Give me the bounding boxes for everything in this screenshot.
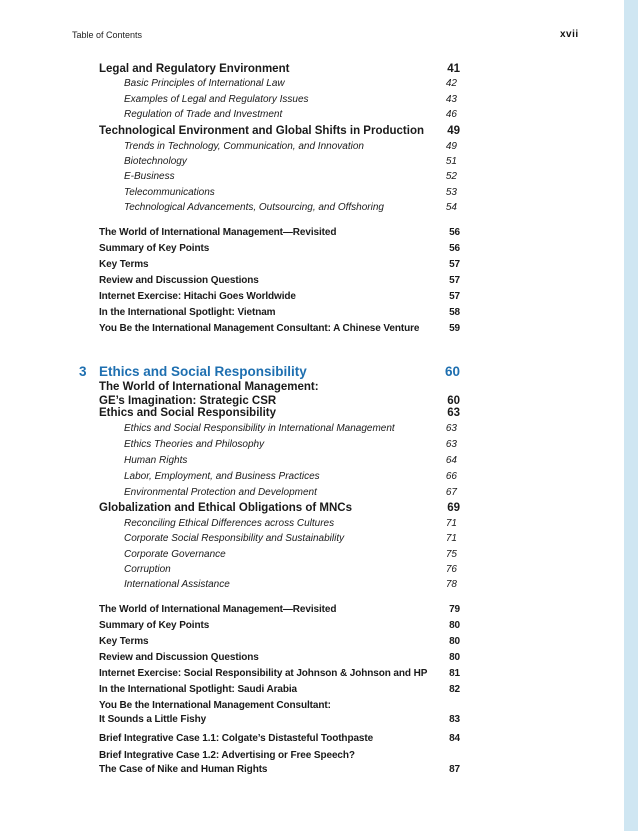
toc-entry-title: Ethics and Social Responsibility [99, 364, 307, 379]
toc-entry-title: Brief Integrative Case 1.2: Advertising or Free Speech? [99, 750, 355, 761]
toc-entry-title: Biotechnology [124, 156, 187, 167]
toc-entry[interactable] [0, 407, 638, 423]
toc-entry-page: 58 [449, 307, 460, 318]
toc-entry[interactable] [0, 423, 638, 439]
toc-entry[interactable] [0, 259, 638, 275]
chapter-number: 3 [79, 364, 87, 379]
toc-entry-title: In the International Spotlight: Saudi Arabia [99, 684, 298, 695]
toc-entry-title: Summary of Key Points [99, 243, 210, 254]
toc-entry-title: Basic Principles of International Law [124, 78, 285, 89]
toc-entry-page: 63 [445, 423, 457, 434]
toc-entry-title: E-Business [124, 171, 175, 182]
toc-entry-page: 63 [445, 439, 457, 450]
toc-entry-page: 59 [449, 323, 460, 334]
toc-entry[interactable] [0, 750, 638, 775]
toc-entry[interactable] [0, 364, 638, 380]
toc-entry-page: 66 [445, 471, 457, 482]
toc-entry[interactable] [0, 636, 638, 652]
toc-entry-title: Globalization and Ethical Obligations of MNCs [99, 502, 353, 514]
toc-entry[interactable] [0, 202, 638, 218]
toc-entry-page: 64 [445, 455, 457, 466]
toc-entry[interactable] [0, 564, 638, 580]
toc-entry-page: 60 [444, 364, 460, 379]
toc-entry-title: Review and Discussion Questions [99, 652, 259, 663]
toc-entry-title: The World of International Management: [99, 381, 319, 393]
toc-entry[interactable] [0, 455, 638, 471]
toc-entry-page: 49 [445, 141, 457, 152]
toc-entry-title: Labor, Employment, and Business Practices [124, 471, 320, 482]
toc-entry[interactable] [0, 471, 638, 487]
toc-entry[interactable] [0, 63, 638, 79]
toc-entry[interactable] [0, 668, 638, 684]
toc-entry[interactable] [0, 78, 638, 94]
toc-entry[interactable] [0, 141, 638, 157]
toc-entry-page: 78 [445, 579, 457, 590]
toc-entry-title: Examples of Legal and Regulatory Issues [124, 94, 309, 105]
toc-entry-title: Environmental Protection and Development [124, 487, 317, 498]
toc-entry-page: 60 [447, 395, 460, 407]
toc-entry-page: 54 [445, 202, 457, 213]
toc-entry-page: 75 [445, 549, 457, 560]
toc-entry[interactable] [0, 487, 638, 503]
toc-entry-title: The World of International Management—Revisited [99, 604, 337, 615]
toc-entry-title: The World of International Management—Revisited [99, 227, 337, 238]
toc-entry-title: Technological Advancements, Outsourcing, and Offshoring [124, 202, 384, 213]
toc-entry-title: Ethics and Social Responsibility in International Management [124, 423, 395, 434]
toc-entry-page: 42 [445, 78, 457, 89]
toc-entry[interactable] [0, 291, 638, 307]
toc-entry[interactable] [0, 604, 638, 620]
toc-entry[interactable] [0, 307, 638, 323]
toc-entry-title: Telecommunications [124, 187, 215, 198]
toc-entry-title: Trends in Technology, Communication, and Innovation [124, 141, 364, 152]
toc-entry[interactable] [0, 94, 638, 110]
toc-entry-title: Ethics and Social Responsibility [99, 407, 277, 419]
toc-entry-title: Key Terms [99, 259, 149, 270]
toc-entry[interactable] [0, 243, 638, 259]
toc-entry-title: Internet Exercise: Hitachi Goes Worldwide [99, 291, 296, 302]
toc-entry[interactable] [0, 187, 638, 203]
toc-entry-page: 67 [445, 487, 457, 498]
toc-entry-title: You Be the International Management Consultant: [99, 700, 331, 711]
toc-entry-page: 80 [449, 636, 460, 647]
toc-entry-page: 80 [449, 652, 460, 663]
toc-entry[interactable] [0, 156, 638, 172]
toc-entry-page: 46 [445, 109, 457, 120]
toc-entry[interactable] [0, 733, 638, 749]
toc-entry-title-line2: GE’s Imagination: Strategic CSR [99, 395, 277, 407]
toc-entry-page: 69 [447, 502, 460, 514]
toc-entry-page: 52 [445, 171, 457, 182]
toc-entry-title: Regulation of Trade and Investment [124, 109, 283, 120]
toc-entry[interactable] [0, 502, 638, 518]
toc-entry[interactable] [0, 652, 638, 668]
toc-entry-title: Key Terms [99, 636, 149, 647]
toc-entry-page: 87 [449, 764, 460, 775]
toc-entry-page: 79 [449, 604, 460, 615]
toc-entry-page: 83 [449, 714, 460, 725]
toc-entry-title: Brief Integrative Case 1.1: Colgate’s Distasteful Toothpaste [99, 733, 374, 744]
toc-entry[interactable] [0, 227, 638, 243]
toc-entry-page: 63 [447, 407, 460, 419]
toc-entry-title: Technological Environment and Global Shifts in Production [99, 125, 424, 137]
toc-entry-page: 43 [445, 94, 457, 105]
toc-entry-page: 57 [449, 259, 460, 270]
toc-entry-page: 84 [449, 733, 460, 744]
toc-entry-title: Corporate Governance [124, 549, 226, 560]
toc-entry-page: 51 [445, 156, 457, 167]
toc-entry-page: 41 [447, 63, 460, 75]
toc-entry-page: 57 [449, 275, 460, 286]
toc-entry-title: In the International Spotlight: Vietnam [99, 307, 276, 318]
toc-entry-title: Reconciling Ethical Differences across Cultures [124, 518, 335, 529]
toc-entry[interactable] [0, 323, 638, 339]
toc-entry-page: 71 [445, 518, 457, 529]
toc-entry-page: 82 [449, 684, 460, 695]
toc-entry-title: Internet Exercise: Social Responsibility at Johnson & Johnson and HP [99, 668, 428, 679]
toc-entry-page: 56 [449, 227, 460, 238]
toc-entry-title: Corruption [124, 564, 171, 575]
toc-entry-title-line2: The Case of Nike and Human Rights [99, 764, 268, 775]
toc-entry[interactable] [0, 171, 638, 187]
toc-entry[interactable] [0, 533, 638, 549]
toc-entry[interactable] [0, 125, 638, 141]
toc-entry-page: 56 [449, 243, 460, 254]
toc-entry-page: 57 [449, 291, 460, 302]
toc-entry-page: 49 [447, 125, 460, 137]
toc-entry-page: 71 [445, 533, 457, 544]
toc-entry[interactable] [0, 275, 638, 291]
toc-entry-page: 76 [445, 564, 457, 575]
toc-entry-title: Summary of Key Points [99, 620, 210, 631]
toc-entry-title: You Be the International Management Consultant: A Chinese Venture [99, 323, 420, 334]
toc-entry[interactable] [0, 684, 638, 700]
page-number-roman: xvii [560, 29, 579, 40]
toc-entry-page: 81 [449, 668, 460, 679]
toc-entry-title: Review and Discussion Questions [99, 275, 259, 286]
toc-entry[interactable] [0, 700, 638, 725]
toc-entry[interactable] [0, 549, 638, 565]
toc-entry-title-line2: It Sounds a Little Fishy [99, 714, 207, 725]
toc-entry-page: 80 [449, 620, 460, 631]
toc-entry-title: Human Rights [124, 455, 188, 466]
toc-entry[interactable] [0, 381, 638, 407]
toc-entry[interactable] [0, 518, 638, 534]
toc-entry[interactable] [0, 439, 638, 455]
toc-entry-title: Corporate Social Responsibility and Sustainability [124, 533, 345, 544]
toc-entry-title: Legal and Regulatory Environment [99, 63, 290, 75]
toc-entry[interactable] [0, 620, 638, 636]
toc-entry-page: 53 [445, 187, 457, 198]
toc-entry-title: Ethics Theories and Philosophy [124, 439, 265, 450]
toc-entry[interactable] [0, 579, 638, 595]
toc-entry[interactable] [0, 109, 638, 125]
running-header: Table of Contents [72, 30, 143, 40]
toc-entry-title: International Assistance [124, 579, 230, 590]
